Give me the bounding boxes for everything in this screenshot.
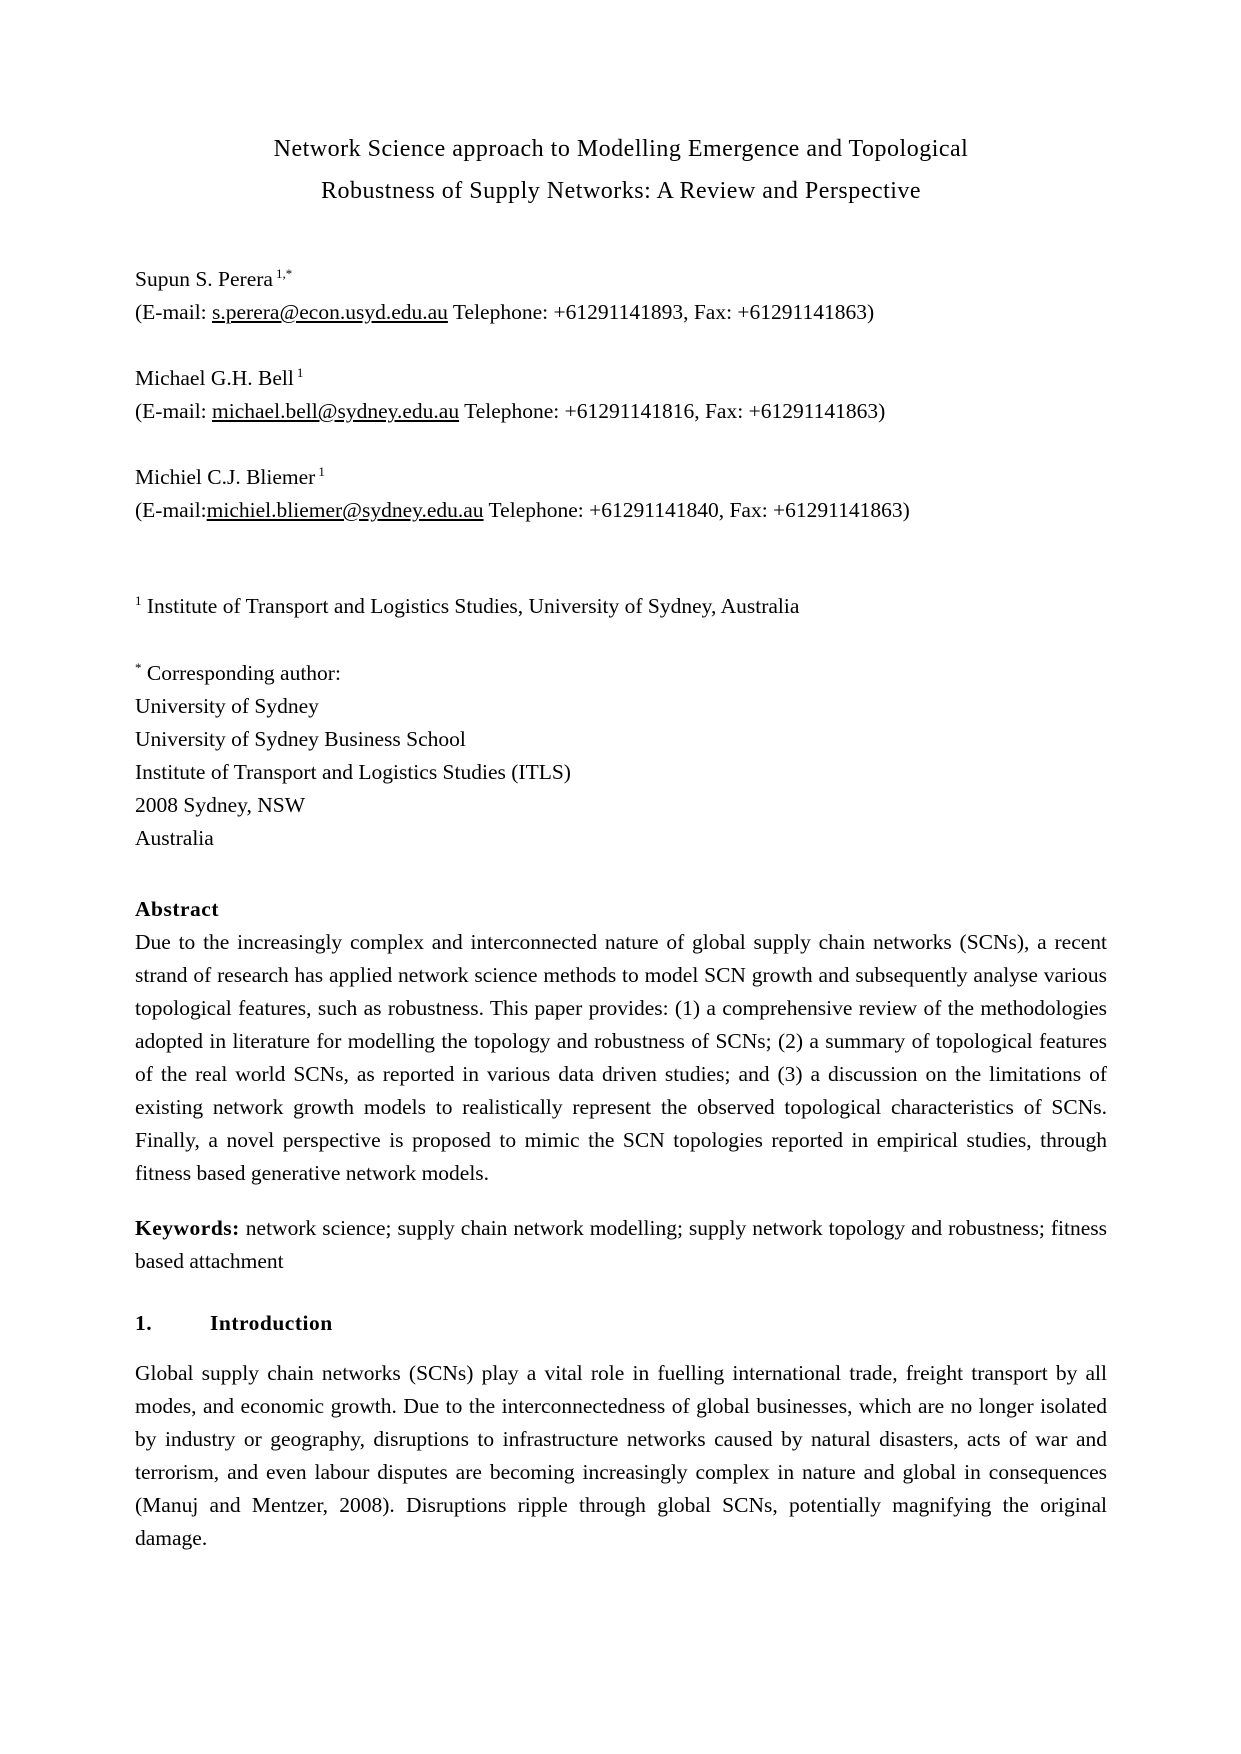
author-contact-line — [135, 296, 1107, 329]
author-contact-line — [135, 395, 1107, 428]
corresponding-label-line — [135, 657, 1107, 690]
corresponding-superscript: * — [135, 659, 142, 675]
author-name-line — [135, 362, 1107, 395]
affiliation-superscript: 1 — [135, 592, 142, 608]
corresponding-line: Institute of Transport and Logistics Studies (ITLS) — [135, 760, 571, 784]
author-email-link[interactable]: michael.bell@sydney.edu.au — [212, 399, 460, 423]
author-name: Michael G.H. Bell — [135, 366, 294, 390]
author-email-link[interactable]: s.perera@econ.usyd.edu.au — [212, 300, 448, 324]
email-prefix: (E-mail: — [135, 399, 213, 423]
affiliation-line — [135, 590, 1107, 623]
contact-details: Telephone: +61291141816, Fax: +61291141863) — [459, 399, 886, 423]
intro-paragraph: Global supply chain networks (SCNs) play a vital role in fuelling international trade, freight transport by all modes, and economic growth. Due to the interconnectedness of global businesses, which are no longer isolated by industry or geography, disruptions to infrastructure networks caused by natural disasters, acts of war and terrorism, and even labour disputes are becoming increasingly complex in nature and global in consequences (Manuj and Mentzer, 2008). Disruptions ripple through global SCNs, potentially magnifying the original damage. — [135, 1361, 1107, 1550]
author-block — [135, 362, 1107, 428]
email-prefix: (E-mail: — [135, 300, 213, 324]
author-superscript: 1,* — [275, 265, 293, 281]
corresponding-line: Australia — [135, 826, 214, 850]
corresponding-line: University of Sydney Business School — [135, 727, 466, 751]
keywords-text: network science; supply chain network modelling; supply network topology and robustness; fitness based attachment — [135, 1216, 1107, 1273]
author-list — [135, 263, 1107, 527]
author-name: Supun S. Perera — [135, 267, 273, 291]
author-superscript: 1 — [318, 463, 325, 479]
section-number: 1. — [135, 1311, 153, 1335]
author-block — [135, 263, 1107, 329]
contact-details: Telephone: +61291141840, Fax: +61291141863) — [483, 498, 910, 522]
author-name-line — [135, 461, 1107, 494]
abstract-heading: Abstract — [135, 897, 220, 921]
author-email-link[interactable]: michiel.bliemer@sydney.edu.au — [206, 498, 484, 522]
author-name: Michiel C.J. Bliemer — [135, 465, 316, 489]
keywords-line — [135, 1212, 1107, 1278]
affiliation-text: Institute of Transport and Logistics Studies, University of Sydney, Australia — [141, 594, 800, 618]
paper-title-line1: Network Science approach to Modelling Emergence and Topological — [273, 136, 969, 162]
corresponding-line: University of Sydney — [135, 694, 319, 718]
abstract-text: Due to the increasingly complex and interconnected nature of global supply chain networks (SCNs), a recent strand of research has applied network science methods to model SCN growth and subsequently analyse various topological features, such as robustness. This paper provides: (1) a comprehensive review of the methodologies adopted in literature for modelling the topology and robustness of SCNs; (2) a summary of topological features of the real world SCNs, as reported in various data driven studies; and (3) a discussion on the limitations of existing network growth models to realistically represent the observed topological characteristics of SCNs. Finally, a novel perspective is proposed to mimic the SCN topologies reported in empirical studies, through fitness based generative network models. — [135, 930, 1107, 1185]
corresponding-line: 2008 Sydney, NSW — [135, 793, 306, 817]
corresponding-label: Corresponding author: — [141, 661, 341, 685]
author-block — [135, 461, 1107, 527]
contact-details: Telephone: +61291141893, Fax: +61291141863) — [447, 300, 875, 324]
paper-title-line2: Robustness of Supply Networks: A Review and Perspective — [320, 178, 922, 204]
section-title: Introduction — [210, 1311, 333, 1335]
author-name-line — [135, 263, 1107, 296]
email-prefix: (E-mail: — [135, 498, 207, 522]
keywords-label: Keywords: — [135, 1216, 240, 1240]
section-heading-introduction — [135, 1307, 1107, 1340]
paper-title — [135, 128, 1107, 212]
author-contact-line — [135, 494, 1107, 527]
corresponding-author-block — [135, 657, 1107, 855]
author-superscript: 1 — [296, 364, 304, 380]
